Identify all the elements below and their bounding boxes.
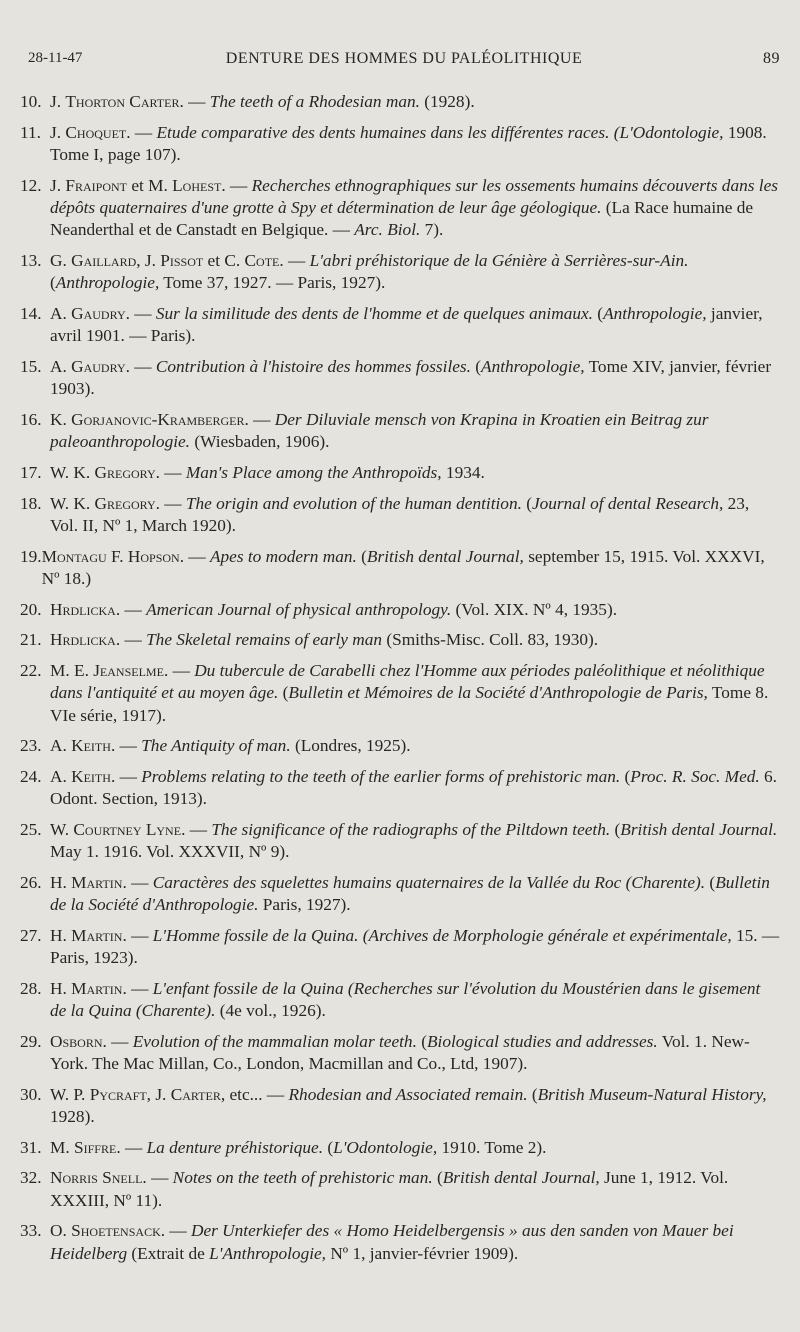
work-title: Evolution of the mammalian molar teeth.: [132, 1031, 417, 1051]
entry-text-segment: W. K.: [50, 493, 95, 513]
work-title: Etude comparative des dents humaines dans les différentes races. (L'Odontologie,: [156, 122, 724, 142]
entry-text-segment: , J.: [136, 251, 161, 270]
entry-text-segment: (Londres, 1925).: [290, 736, 411, 756]
entry-text-segment: . —: [122, 872, 153, 892]
author-name: Hopson: [127, 546, 180, 566]
entry-text-segment: (: [416, 1031, 427, 1051]
entry-text-segment: . —: [122, 978, 153, 998]
entry-text-segment: M.: [50, 1137, 75, 1157]
entry-number: 32.: [20, 1168, 42, 1188]
entry-text-segment: janvier, avril 1901. — Paris).: [50, 304, 763, 346]
entry-text: [50, 462, 780, 484]
entry-number: 16.: [20, 410, 42, 429]
work-title: Bulletin et Mémoires de la Société d'Anthropologie de Paris,: [288, 683, 708, 703]
entry-text: [50, 819, 780, 864]
author-name: Jeanselme: [93, 660, 164, 680]
work-title: The Skeletal remains of early man: [146, 630, 383, 650]
entry-text-segment: H.: [50, 872, 72, 892]
entry-text-segment: (1928).: [419, 92, 475, 111]
work-title: Bulletin de la Société d'Anthropologie.: [50, 872, 770, 915]
work-title: Man's Place among the Anthropoïds,: [185, 463, 442, 482]
entry-text-segment: 23, Vol. II, Nº 1, March 1920).: [50, 493, 750, 535]
entry-text-segment: J.: [50, 175, 66, 195]
entry-text-segment: . —: [110, 766, 142, 786]
author-name: Martin: [71, 872, 123, 892]
entry-number: 18.: [20, 493, 42, 513]
entry-text-segment: 6. Odont. Section, 1913).: [50, 766, 777, 809]
bibliography-entry: [20, 303, 780, 348]
entry-text-segment: K.: [50, 410, 72, 429]
author-name: Osborn: [50, 1031, 103, 1051]
entry-text-segment: . —: [115, 599, 147, 619]
entry-text-segment: . —: [115, 630, 147, 650]
work-title: Rhodesian and Associated remain.: [288, 1084, 528, 1104]
entry-text-segment: W. K.: [50, 463, 95, 482]
entry-number: 33.: [20, 1221, 42, 1241]
work-title: Der Unterkiefer des « Homo Heidelbergensis » aus den sanden von Mauer bei Heidelberg: [50, 1221, 734, 1263]
entry-text-segment: . —: [179, 92, 210, 111]
entry-number: 12.: [20, 175, 42, 195]
work-title: Anthropologie,: [603, 304, 707, 323]
bibliography-entry: [20, 925, 780, 970]
entry-text-segment: , etc... —: [220, 1084, 289, 1104]
bibliography-entry: [20, 766, 780, 811]
entry-text: [50, 250, 780, 295]
entry-text-segment: W. P.: [50, 1084, 90, 1104]
entry-text-segment: . —: [102, 1031, 133, 1051]
entry-text: [50, 356, 780, 401]
entry-text-segment: . —: [116, 1137, 147, 1157]
entry-text-segment: . —: [155, 493, 186, 513]
author-name: Montagu: [41, 546, 107, 566]
work-title: British dental Journal,: [442, 1168, 600, 1188]
entry-number: 15.: [20, 357, 42, 376]
entry-text-segment: Nº 1, janvier-février 1909).: [326, 1243, 519, 1263]
bibliography-entry: [20, 493, 780, 538]
header-date: 28-11-47: [28, 50, 83, 66]
entry-text-segment: (Smiths-Misc. Coll. 83, 1930).: [382, 630, 599, 650]
author-name: Thorton Carter: [65, 92, 180, 111]
work-title: Sur la similitude des dents de l'homme et de quelques animaux.: [155, 304, 593, 323]
author-name: Martin: [71, 978, 123, 998]
entry-text-segment: H.: [50, 925, 72, 945]
entry-number: 26.: [20, 872, 42, 892]
entry-text-segment: (: [278, 683, 289, 703]
running-header: [28, 50, 780, 74]
entry-text-segment: . —: [181, 819, 212, 839]
entry-number: 28.: [20, 978, 42, 998]
entry-text-segment: 15. — Paris, 1923).: [50, 925, 780, 968]
entry-text: [50, 1031, 780, 1076]
author-name: Shoetensack: [71, 1221, 161, 1241]
work-title: Problems relating to the teeth of the earlier forms of prehistoric man.: [141, 766, 621, 786]
entry-text: [50, 629, 780, 651]
entry-text-segment: . —: [142, 1168, 173, 1188]
entry-text-segment: (: [356, 546, 367, 566]
author-name: Gaudry: [71, 357, 126, 376]
entry-text-segment: 7).: [420, 220, 444, 240]
work-title: Anthropologie,: [481, 357, 585, 376]
work-title: Der Diluviale mensch von Krapina in Kroatien ein Beitrag zur paleoanthropologie.: [50, 410, 709, 452]
entry-number: 13.: [20, 251, 42, 270]
entry-text: [50, 978, 780, 1023]
entry-text-segment: (La Race humaine de Neanderthal et de Canstadt en Belgique. —: [50, 198, 754, 240]
bibliography-entry: [20, 546, 780, 591]
entry-text-segment: May 1. 1916. Vol. XXXVII, Nº 9).: [50, 842, 290, 862]
author-name: Keith: [71, 766, 111, 786]
work-title: Contribution à l'histoire des hommes fossiles.: [155, 357, 471, 376]
entry-text-segment: et C.: [203, 251, 245, 270]
entry-number: 24.: [20, 766, 42, 786]
entry-text-segment: (: [432, 1168, 443, 1188]
author-name: Gorjanovic-Kramberger: [71, 410, 245, 429]
bibliography-entry: [20, 356, 780, 401]
work-title: Caractères des squelettes humains quaternaires de la Vallée du Roc (Charente).: [152, 872, 706, 892]
entry-text: [50, 122, 780, 167]
entry-text-segment: (Wiesbaden, 1906).: [190, 432, 330, 452]
entry-text-segment: A.: [50, 357, 72, 376]
entry-text-segment: G.: [50, 251, 72, 270]
bibliography-entry: [20, 660, 780, 727]
entry-number: 27.: [20, 925, 42, 945]
author-name: Gaudry: [71, 304, 126, 323]
entry-text-segment: . —: [244, 410, 275, 429]
work-title: Du tubercule de Carabelli chez l'Homme aux périodes paléolithique et néolithique dans l'antiquité et au moyen âge.: [50, 660, 765, 703]
entry-text-segment: June 1, 1912. Vol. XXXIII, Nº 11).: [50, 1168, 729, 1210]
work-title: L'Anthropologie,: [209, 1243, 326, 1263]
entry-text: [50, 91, 780, 113]
entry-text-segment: . —: [110, 736, 142, 756]
work-title: L'enfant fossile de la Quina (Recherches sur l'évolution du Moustérien dans le gisement de la Quina (Charente).: [50, 978, 761, 1021]
entry-text-segment: . —: [155, 463, 186, 482]
work-title: British Museum-Natural History,: [537, 1084, 767, 1104]
entry-text-segment: 1908. Tome I, page 107).: [50, 122, 767, 164]
author-name: Gaillard: [71, 251, 137, 270]
bibliography-entry: [20, 1137, 780, 1159]
bibliography-entry: [20, 1031, 780, 1076]
entry-text-segment: J.: [50, 92, 66, 111]
entry-number: 19.: [20, 546, 42, 566]
entry-text: [50, 303, 780, 348]
work-title: British dental Journal,: [366, 546, 524, 566]
work-title: L'Odontologie,: [333, 1137, 438, 1157]
work-title: Journal of dental Research,: [531, 493, 724, 513]
bibliography-entry: [20, 1167, 780, 1212]
work-title: Apes to modern man.: [209, 546, 357, 566]
work-title: Recherches ethnographiques sur les ossements humains découverts dans les dépôts quaternaires d'une grotte à Spy et détermination de leur âge géologique.: [50, 175, 778, 217]
entry-text-segment: (: [705, 872, 716, 892]
entry-text: [50, 599, 780, 621]
entry-text-segment: O.: [50, 1221, 72, 1241]
entry-text-segment: (Vol. XIX. Nº 4, 1935).: [451, 599, 618, 619]
entry-text-segment: . —: [160, 1221, 191, 1241]
work-title: The teeth of a Rhodesian man.: [209, 92, 420, 111]
entry-number: 10.: [20, 92, 42, 111]
entry-text: [50, 1084, 780, 1129]
bibliography-entry: [20, 599, 780, 621]
work-title: L'abri préhistorique de la Génière à Serrières-sur-Ain.: [309, 251, 689, 270]
entry-text-segment: 1910. Tome 2).: [437, 1137, 547, 1157]
entry-text-segment: , J.: [146, 1084, 171, 1104]
bibliography-list: [20, 91, 780, 1273]
work-title: Proc. R. Soc. Med.: [630, 766, 760, 786]
work-title: Biological studies and addresses.: [426, 1031, 658, 1051]
entry-text: [50, 1220, 780, 1265]
entry-text: [50, 1167, 780, 1212]
author-name: Gregory: [94, 493, 156, 513]
entry-text-segment: (: [50, 273, 56, 293]
entry-text-segment: . —: [126, 122, 157, 142]
bibliography-entry: [20, 872, 780, 917]
entry-text-segment: A.: [50, 304, 72, 323]
author-name: Pissot: [160, 251, 204, 270]
entry-text-segment: . —: [125, 304, 156, 323]
entry-text-segment: (Extrait de: [127, 1243, 210, 1263]
bibliography-entry: [20, 1220, 780, 1265]
running-title: DENTURE DES HOMMES DU PALÉOLITHIQUE: [225, 50, 583, 67]
entry-number: 22.: [20, 660, 42, 680]
entry-text-segment: et M.: [127, 175, 173, 195]
author-name: Keith: [71, 736, 111, 756]
bibliography-entry: [20, 462, 780, 484]
author-name: Choquet: [65, 122, 127, 142]
entry-number: 29.: [20, 1031, 42, 1051]
entry-text: [50, 766, 780, 811]
bibliography-entry: [20, 978, 780, 1023]
entry-text: [42, 546, 780, 591]
entry-text-segment: A.: [50, 736, 72, 756]
author-name: Lohest: [172, 175, 222, 195]
entry-text-segment: . —: [125, 357, 156, 376]
entry-text: [50, 925, 780, 970]
entry-text-segment: (: [470, 357, 482, 376]
entry-text-segment: Vol. 1. New-York. The Mac Millan, Co., London, Macmillan and Co., Ltd, 1907).: [50, 1031, 750, 1074]
entry-text-segment: . —: [279, 251, 310, 270]
work-title: Arc. Biol.: [354, 220, 421, 240]
bibliography-entry: [20, 1084, 780, 1129]
page-number: 89: [763, 50, 780, 67]
author-name: Courtney Lyne: [73, 819, 182, 839]
entry-text-segment: (: [620, 766, 631, 786]
entry-text-segment: (: [610, 819, 621, 839]
author-name: Cote: [244, 251, 280, 270]
entry-text: [50, 660, 780, 727]
bibliography-entry: [20, 629, 780, 651]
work-title: The origin and evolution of the human dentition.: [185, 493, 522, 513]
entry-text-segment: (4e vol., 1926).: [215, 1001, 326, 1021]
entry-number: 14.: [20, 304, 42, 323]
entry-number: 25.: [20, 819, 42, 839]
bibliography-entry: [20, 91, 780, 113]
entry-text: [50, 409, 780, 454]
work-title: Anthropologie,: [55, 273, 160, 293]
work-title: La denture préhistorique.: [146, 1137, 324, 1157]
bibliography-entry: [20, 409, 780, 454]
entry-text-segment: 1928).: [50, 1107, 95, 1127]
entry-text-segment: september 15, 1915. Vol. XXXVI, Nº 18.): [41, 546, 765, 588]
bibliography-entry: [20, 250, 780, 295]
entry-text-segment: . —: [221, 175, 252, 195]
work-title: The significance of the radiographs of the Piltdown teeth.: [211, 819, 611, 839]
author-name: Fraipont: [65, 175, 127, 195]
entry-text-segment: (: [592, 304, 604, 323]
author-name: Pycraft: [89, 1084, 147, 1104]
author-name: Carter: [170, 1084, 221, 1104]
bibliography-entry: [20, 735, 780, 757]
entry-text-segment: 1934.: [441, 463, 485, 482]
author-name: Hrdlicka: [50, 599, 116, 619]
author-name: Siffre: [74, 1137, 117, 1157]
entry-text-segment: . —: [122, 925, 153, 945]
bibliography-entry: [20, 122, 780, 167]
entry-text-segment: A.: [50, 766, 72, 786]
bibliography-entry: [20, 819, 780, 864]
work-title: The Antiquity of man.: [141, 736, 291, 756]
entry-text-segment: H.: [50, 978, 72, 998]
bibliography-entry: [20, 175, 780, 242]
entry-text-segment: . —: [163, 660, 195, 680]
entry-number: 23.: [20, 736, 42, 756]
entry-text-segment: (: [323, 1137, 334, 1157]
entry-number: 21.: [20, 630, 42, 650]
work-title: Notes on the teeth of prehistoric man.: [172, 1168, 433, 1188]
entry-text-segment: Tome XIV, janvier, février 1903).: [50, 357, 772, 399]
work-title: American Journal of physical anthropology.: [146, 599, 452, 619]
entry-text-segment: (: [521, 493, 532, 513]
work-title: L'Homme fossile de la Quina. (Archives de Morphologie générale et expérimentale,: [152, 925, 732, 945]
entry-text: [50, 872, 780, 917]
entry-text: [50, 1137, 780, 1159]
entry-number: 17.: [20, 463, 42, 482]
entry-text-segment: F.: [106, 546, 128, 566]
entry-text-segment: Tome 37, 1927. — Paris, 1927).: [159, 273, 386, 293]
author-name: Gregory: [94, 463, 156, 482]
entry-text-segment: Paris, 1927).: [258, 895, 351, 915]
entry-text: [50, 735, 780, 757]
entry-text: [50, 175, 780, 242]
author-name: Norris Snell: [50, 1168, 143, 1188]
entry-number: 11.: [20, 122, 41, 142]
entry-number: 31.: [20, 1137, 42, 1157]
entry-text-segment: M. E.: [50, 660, 94, 680]
entry-number: 20.: [20, 599, 42, 619]
entry-text-segment: J.: [50, 122, 66, 142]
entry-text-segment: (: [527, 1084, 538, 1104]
author-name: Hrdlicka: [50, 630, 116, 650]
entry-text-segment: W.: [50, 819, 74, 839]
entry-text: [50, 493, 780, 538]
entry-text-segment: Tome 8. VIe série, 1917).: [50, 683, 769, 725]
work-title: British dental Journal.: [620, 819, 778, 839]
entry-text-segment: . —: [179, 546, 210, 566]
author-name: Martin: [71, 925, 123, 945]
entry-number: 30.: [20, 1084, 42, 1104]
